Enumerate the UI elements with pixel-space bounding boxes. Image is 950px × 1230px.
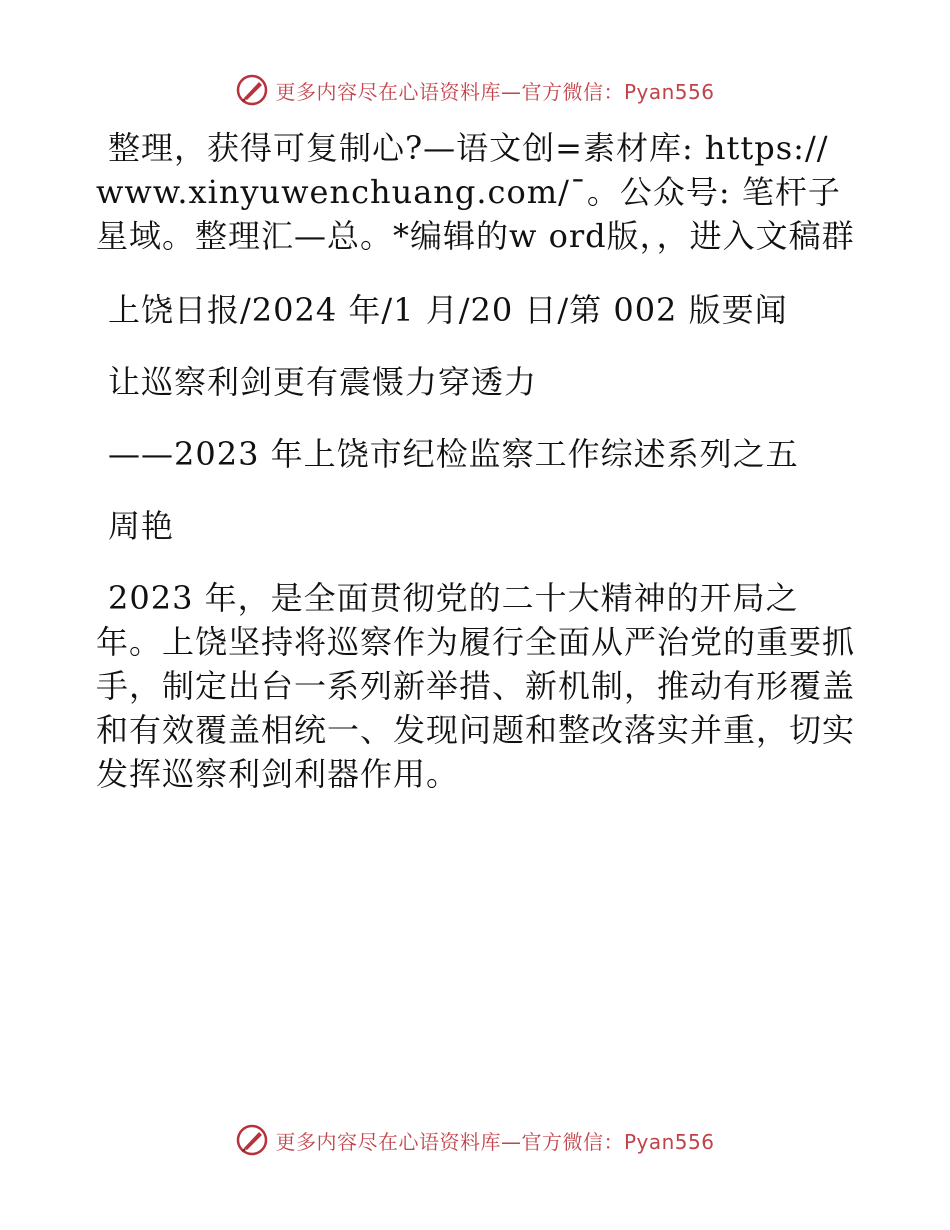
document-body bbox=[96, 126, 856, 824]
watermark-text: 更多内容尽在心语资料库—官方微信：Pyan556 bbox=[275, 1129, 715, 1154]
article-subtitle: ——2023 年上饶市纪检监察工作综述系列之五 bbox=[108, 435, 799, 473]
quill-logo-icon bbox=[235, 1123, 269, 1157]
author-name: 周艳 bbox=[108, 507, 175, 545]
header-watermark bbox=[0, 70, 950, 110]
source-line: 上饶日报/2024 年/1 月/20 日/第 002 版要闻 bbox=[108, 291, 788, 329]
article-title: 让巡察利剑更有震慑力穿透力 bbox=[108, 363, 538, 401]
intro-paragraph: 整理，获得可复制心?—语文创=素材库: https://www.xinyuwenchuang.com/¯。公众号: 笔杆子星域。整理汇—总。*编辑的w ord版，，进入文稿群 bbox=[96, 129, 855, 255]
watermark-text: 更多内容尽在心语资料库—官方微信：Pyan556 bbox=[275, 79, 715, 104]
quill-logo-icon bbox=[235, 73, 269, 107]
body-paragraph: 2023 年，是全面贯彻党的二十大精神的开局之年。上饶坚持将巡察作为履行全面从严治党的重要抓手，制定出台一系列新举措、新机制，推动有形覆盖和有效覆盖相统一、发现问题和整改落实并重，切实发挥巡察利剑利器作用。 bbox=[96, 579, 856, 793]
footer-watermark bbox=[0, 1120, 950, 1160]
